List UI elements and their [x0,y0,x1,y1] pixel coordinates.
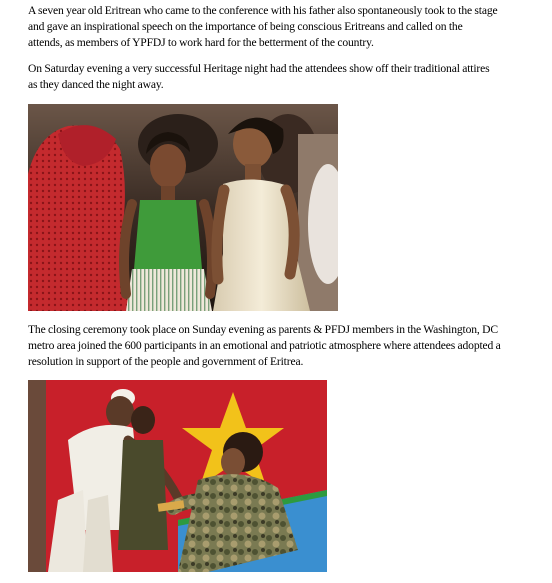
heritage-night-photo [28,104,338,311]
paragraph-closing-ceremony: The closing ceremony took place on Sunday evening as parents & PFDJ members in the Washington, DC metro area joined the 600 participants in an emotional and patriotic atmosphere where attendees adopted a resolution in support of the people and government of Eritrea. [28,323,501,368]
closing-ceremony-photo [28,380,327,572]
paragraph-heritage-night: On Saturday evening a very successful Heritage night had the attendees show off their traditional attires as they danced the night away. [28,62,490,91]
heritage-night-illustration [28,104,338,311]
closing-ceremony-illustration [28,380,327,572]
paragraph-seven-year-old: A seven year old Eritrean who came to the conference with his father also spontaneously took to the stage and gave an inspirational speech on the importance of being conscious Eritreans and called on the attends, as members of YPFDJ to work hard for the betterment of the country. [28,4,498,49]
